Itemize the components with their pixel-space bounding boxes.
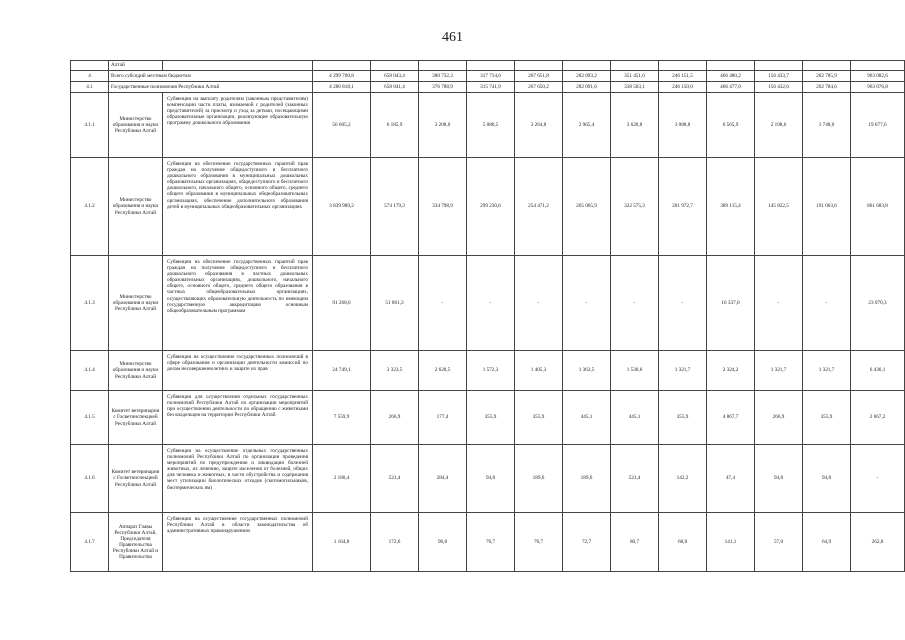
row-value: 1 530,6: [611, 351, 659, 391]
row-value: 334 798,9: [419, 158, 467, 256]
row-value: 265 065,9: [563, 158, 611, 256]
total-value: 4 299 700,8: [313, 71, 371, 82]
total-value: 267 650,2: [515, 82, 563, 93]
row-value: -: [515, 256, 563, 351]
row-value: 80,7: [611, 513, 659, 572]
table-row: [71, 158, 905, 256]
total-value: 282 091,6: [563, 82, 611, 93]
row-value: -: [659, 256, 707, 351]
cell-org: Алтай: [109, 61, 163, 71]
subsidies-table: [70, 60, 905, 572]
row-value: 6 436,1: [851, 351, 905, 391]
row-org: Аппарат Главы Республики Алтай, Председателя Правительства Республики Алтай и Правительства: [109, 513, 163, 572]
row-value: 445,1: [611, 391, 659, 445]
row-org: Министерство образования и науки Республики Алтай: [109, 256, 163, 351]
row-value: -: [803, 256, 851, 351]
total-value: 156 432,6: [755, 82, 803, 93]
row-value: 521,4: [611, 445, 659, 513]
row-value: 2 198,6: [755, 93, 803, 158]
row-value: 861 683,8: [851, 158, 905, 256]
row-value: 1 321,7: [755, 351, 803, 391]
table-row: [71, 93, 905, 158]
total-label: Государственные полномочия Республики Алтай: [109, 82, 313, 93]
row-value: 521,4: [371, 445, 419, 513]
total-value: 658 043,4: [371, 71, 419, 82]
row-value: -: [851, 445, 905, 513]
row-value: 355,9: [467, 391, 515, 445]
row-value: 2 667,2: [851, 391, 905, 445]
row-value: 76,7: [515, 513, 563, 572]
row-value: 16 337,0: [707, 256, 755, 351]
row-value: 189,6: [563, 445, 611, 513]
total-value: 380 732,3: [419, 71, 467, 82]
total-value: 466 480,2: [707, 71, 755, 82]
row-value: 262,8: [851, 513, 905, 572]
row-value: 191 063,6: [803, 158, 851, 256]
row-value: 141,1: [707, 513, 755, 572]
row-value: 3 620,8: [611, 93, 659, 158]
row-value: 172,6: [371, 513, 419, 572]
row-value: 177,4: [419, 391, 467, 445]
row-value: 389 115,4: [707, 158, 755, 256]
row-value: -: [755, 256, 803, 351]
row-value: 201 972,7: [659, 158, 707, 256]
total-value: 4 280 818,1: [313, 82, 371, 93]
row-org: Министерство образования и науки Республики Алтай: [109, 158, 163, 256]
total-label: Всего субсидий местным бюджетам: [109, 71, 313, 82]
row-value: 355,9: [659, 391, 707, 445]
row-value: 1 164,8: [313, 513, 371, 572]
row-value: 3 839 989,2: [313, 158, 371, 256]
row-value: 284,4: [419, 445, 467, 513]
row-value: 94,8: [755, 445, 803, 513]
row-org: Министерство образования и науки Республики Алтай: [109, 351, 163, 391]
row-value: 68,8: [659, 513, 707, 572]
row-value: 2 628,5: [419, 351, 467, 391]
row-value: 355,9: [515, 391, 563, 445]
total-value: 658 041,4: [371, 82, 419, 93]
row-value: 1 363,5: [563, 351, 611, 391]
total-value: 246 151,5: [659, 71, 707, 82]
row-value: 142,2: [659, 445, 707, 513]
row-value: 1 321,7: [659, 351, 707, 391]
total-value: 351 451,6: [611, 71, 659, 82]
row-org: Комитет ветеринарии с Госветинспекцией Республики Алтай: [109, 391, 163, 445]
table-row: [71, 256, 905, 351]
row-value: 1 748,0: [803, 93, 851, 158]
row-value: -: [419, 256, 467, 351]
total-row: [71, 71, 905, 82]
total-value: 315 741,9: [467, 82, 515, 93]
table-row: [71, 445, 905, 513]
row-num: 4.1.3: [71, 256, 109, 351]
total-value: 202 785,9: [803, 71, 851, 82]
row-value: -: [467, 256, 515, 351]
total-value: 466 477,0: [707, 82, 755, 93]
row-value: 445,1: [563, 391, 611, 445]
row-value: 2 324,2: [707, 351, 755, 391]
row-value: 4 867,7: [707, 391, 755, 445]
table-row: [71, 391, 905, 445]
total-num: 4: [71, 71, 109, 82]
row-description: Субвенции на осуществление государственных полномочий Республики Алтай в области законодательства об административных правонарушениях: [163, 513, 313, 572]
row-description: Субвенции на обеспечение государственных гарантий прав граждан на получение общедоступного и бесплатного дошкольного образования в частных дошкольных образовательных организациях, дошкольного, начального общего, основного общего, среднего общего образования в частных общеобразовательных организациях, осуществляющих образовательную деятельность по имеющим государственную аккредитацию основным общеобразовательным программам: [163, 256, 313, 351]
total-value: 376 788,9: [419, 82, 467, 93]
row-description: Субвенции на осуществление отдельных государственных полномочий Республики Алтай по организации проведения мероприятий по предупреждению и ликвидации болезней животных, их лечению, защите населения от болезней, общих для человека и животных, в части обустройства и содержания мест утилизации биологических отходов (скотомогильников, биотермических ям): [163, 445, 313, 513]
row-description: Субвенции на обеспечение государственных гарантий прав граждан на получение общедоступного и бесплатного дошкольного образования в муниципальных дошкольных образовательных организациях, общедоступного и бесплатного дошкольного, начального общего, основного общего, среднего общего образования в муниципальных общеобразовательных организациях, обеспечение дополнительного образования детей в муниципальных общеобразовательных организациях: [163, 158, 313, 256]
row-value: 266,9: [755, 391, 803, 445]
row-value: 64,9: [803, 513, 851, 572]
row-num: 4.1.2: [71, 158, 109, 256]
total-value: 156 433,7: [755, 71, 803, 82]
row-value: 2 180,4: [313, 445, 371, 513]
row-value: -: [563, 256, 611, 351]
row-value: 3 323,5: [371, 351, 419, 391]
row-value: 3 264,8: [515, 93, 563, 158]
row-value: 57,0: [755, 513, 803, 572]
row-value: 322 575,3: [611, 158, 659, 256]
total-value: 267 651,8: [515, 71, 563, 82]
row-value: 1 572,3: [467, 351, 515, 391]
row-value: 299 230,6: [467, 158, 515, 256]
row-value: 3 088,8: [659, 93, 707, 158]
row-value: 91 268,6: [313, 256, 371, 351]
row-value: -: [611, 256, 659, 351]
row-value: 3 208,0: [419, 93, 467, 158]
row-value: 51 861,3: [371, 256, 419, 351]
row-value: 5 080,5: [467, 93, 515, 158]
row-value: 72,7: [563, 513, 611, 572]
row-value: 145 822,5: [755, 158, 803, 256]
row-num: 4.1.4: [71, 351, 109, 391]
row-description: Субвенции на осуществление государственных полномочий в сфере образования и организации деятельности комиссий по делам несовершеннолетних и защите их прав: [163, 351, 313, 391]
total-value: 338 503,1: [611, 82, 659, 93]
row-value: 23 070,3: [851, 256, 905, 351]
row-num: 4.1.1: [71, 93, 109, 158]
total-value: 963 076,8: [851, 82, 905, 93]
row-num: 4.1.6: [71, 445, 109, 513]
row-value: 90,8: [419, 513, 467, 572]
row-org: Министерство образования и науки Республики Алтай: [109, 93, 163, 158]
row-value: 254 471,2: [515, 158, 563, 256]
row-num: 4.1.7: [71, 513, 109, 572]
row-value: 56 605,2: [313, 93, 371, 158]
total-value: 963 082,6: [851, 71, 905, 82]
row-value: 76,7: [467, 513, 515, 572]
row-org: Комитет ветеринарии с Госветинспекцией Республики Алтай: [109, 445, 163, 513]
row-value: 189,6: [515, 445, 563, 513]
row-num: 4.1.5: [71, 391, 109, 445]
row-value: 2 965,4: [563, 93, 611, 158]
total-num: 4.1: [71, 82, 109, 93]
row-value: 266,9: [371, 391, 419, 445]
total-value: 282 093,2: [563, 71, 611, 82]
row-value: 6 185,9: [371, 93, 419, 158]
total-row: [71, 82, 905, 93]
row-value: 1 405,3: [515, 351, 563, 391]
row-value: 94,8: [803, 445, 851, 513]
total-value: 202 784,6: [803, 82, 851, 93]
cell-num: [71, 61, 109, 71]
page-number: 461: [442, 30, 463, 45]
row-value: 7 559,9: [313, 391, 371, 445]
row-value: 94,8: [467, 445, 515, 513]
continuation-row: [71, 61, 905, 71]
row-description: Субвенции на выплату родителям (законным представителям) компенсации части платы, взимаемой с родителей (законных представителей) за присмотр и уход за детьми, посещающими образовательные организации, реализующие образовательную программу дошкольного образования: [163, 93, 313, 158]
table-row: [71, 513, 905, 572]
row-value: 24 749,1: [313, 351, 371, 391]
row-value: 47,4: [707, 445, 755, 513]
table-row: [71, 351, 905, 391]
row-value: 6 565,9: [707, 93, 755, 158]
row-value: 1 321,7: [803, 351, 851, 391]
row-value: 574 179,3: [371, 158, 419, 256]
total-value: 317 714,6: [467, 71, 515, 82]
row-description: Субвенции для осуществления отдельных государственных полномочий Республики Алтай по организации мероприятий при осуществлении деятельности по обращению с животными без владельцев на территории Республики Алтай: [163, 391, 313, 445]
row-value: 355,9: [803, 391, 851, 445]
total-value: 246 150,0: [659, 82, 707, 93]
row-value: 19 677,6: [851, 93, 905, 158]
